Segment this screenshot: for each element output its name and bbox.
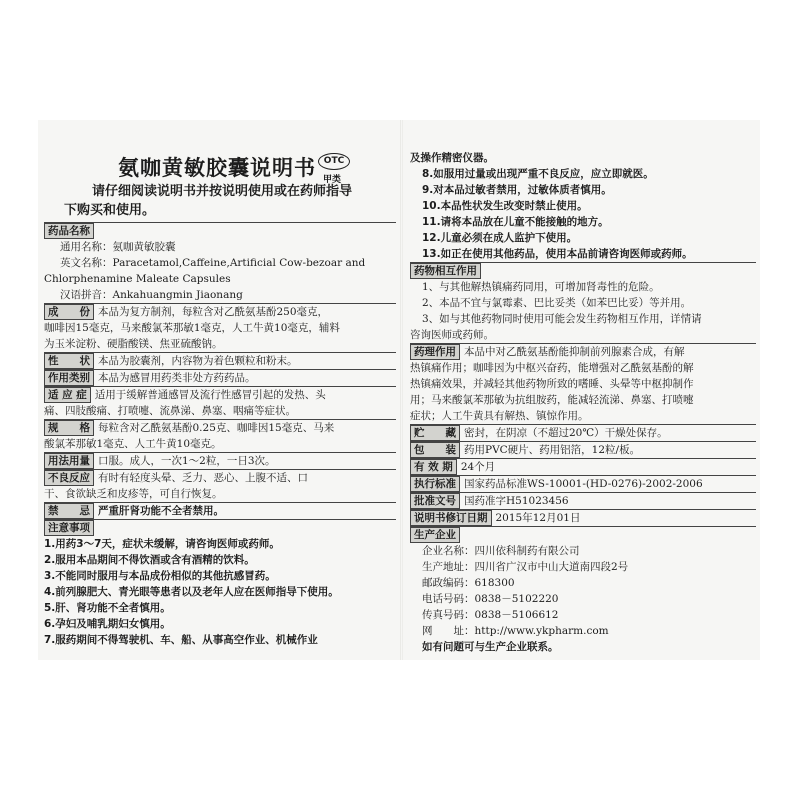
website-value: http://www.ykpharm.com	[474, 625, 609, 637]
usage-notice-line1: 请仔细阅读说明书并按说明使用或在药师指导	[92, 184, 353, 199]
interaction-line1: 1、与其他解热镇痛药同用，可增加肾毒性的危险。	[422, 281, 660, 293]
adverse-line2: 干、食欲缺乏和皮疹等，可自行恢复。	[44, 488, 223, 500]
section-header-contraindication: 禁 忌	[44, 503, 94, 519]
section-header-usage: 用法用量	[44, 453, 94, 469]
address-label: 生产地址：	[422, 561, 475, 573]
section-header-standard: 执行标准	[410, 476, 460, 492]
caution-item-6: 6.孕妇及哺乳期妇女慎用。	[44, 618, 171, 630]
phone-label: 电话号码：	[422, 593, 475, 605]
revision-line1: 2015年12月01日	[495, 512, 581, 524]
english-name-line2: Chlorphenamine Maleate Capsules	[44, 273, 231, 285]
otc-badge: OTC	[318, 153, 350, 170]
caution-item-2: 2.服用本品期间不得饮酒或含有酒精的饮料。	[44, 554, 255, 566]
contact-note: 如有问题可与生产企业联系。	[422, 641, 559, 653]
validity-line1: 24个月	[460, 461, 496, 473]
company-value: 四川依科制药有限公司	[474, 545, 580, 557]
pharmacology-line3: 热镇痛效果，并减轻其他药物所致的嗜睡、头晕等中枢抑制作	[410, 378, 694, 390]
section-header-manufacturer: 生产企业	[410, 527, 460, 543]
usage-notice-line2: 下购买和使用。	[64, 203, 156, 218]
storage-line1: 密封，在阴凉（不超过20℃）干燥处保存。	[464, 427, 668, 439]
usage-notice	[64, 182, 394, 220]
caution-item-5: 5.肝、肾功能不全者慎用。	[44, 602, 171, 614]
caution-item-3: 3.不能同时服用与本品成份相似的其他抗感冒药。	[44, 570, 276, 582]
composition-line3: 为玉米淀粉、硬脂酸镁、焦亚硫酸钠。	[44, 338, 223, 350]
right-column	[410, 150, 756, 655]
interaction-line4: 咨询医师或药师。	[410, 329, 494, 341]
company-label: 企业名称：	[422, 545, 475, 557]
section-header-caution: 注意事项	[44, 520, 94, 536]
approval-line1: 国药准字H51023456	[464, 495, 569, 507]
section-header-pharmacology: 药理作用	[410, 344, 460, 360]
section-header-package: 包 装	[410, 442, 460, 458]
section-header-validity: 有 效 期	[410, 459, 457, 475]
caution-item-13: 13.如正在使用其他药品，使用本品前请咨询医师或药师。	[422, 248, 693, 260]
package-line1: 药用PVC硬片、药用铝箔，12粒/板。	[464, 444, 641, 456]
interaction-line2: 2、本品不宜与氯霉素、巴比妥类（如苯巴比妥）等并用。	[422, 297, 692, 309]
section-header-composition: 成 份	[44, 304, 94, 320]
caution-item-8: 8.如服用过量或出现严重不良反应，应立即就医。	[422, 168, 654, 180]
english-name-line1: 英文名称：Paracetamol,Caffeine,Artificial Cow-bezoar and	[60, 257, 366, 269]
postcode-value: 618300	[474, 577, 515, 589]
category-line1: 本品为感冒用药类非处方药药品。	[98, 372, 256, 384]
pharmacology-line5: 症状；人工牛黄具有解热、镇惊作用。	[410, 410, 589, 422]
caution-item-12: 12.儿童必须在成人监护下使用。	[422, 232, 578, 244]
composition-line2: 咖啡因15毫克，马来酸氯苯那敏1毫克，人工牛黄10毫克，辅料	[44, 322, 340, 334]
address-value: 四川省广汉市中山大道南四段2号	[474, 561, 629, 573]
indication-line1: 适用于缓解普通感冒及流行性感冒引起的发热、头	[94, 389, 326, 401]
website-label: 网 址：	[422, 625, 475, 637]
section-header-storage: 贮 藏	[410, 425, 460, 441]
phone-value: 0838－5102220	[474, 593, 559, 605]
document-title: 氨咖黄敏胶囊说明书	[118, 156, 316, 180]
generic-name: 通用名称：氨咖黄敏胶囊	[60, 241, 176, 253]
pharmacology-line2: 热镇痛作用；咖啡因为中枢兴奋药，能增强对乙酰氨基酚的解	[410, 362, 694, 374]
spec-line1: 每粒含对乙酰氨基酚0.25克、咖啡因15毫克、马来	[98, 422, 335, 434]
section-header-interaction: 药物相互作用	[410, 263, 481, 279]
spec-line2: 酸氯苯那敏1毫克、人工牛黄10毫克。	[44, 438, 222, 450]
usage-line1: 口服。成人，一次1～2粒，一日3次。	[98, 455, 276, 467]
interaction-line3: 3、如与其他药物同时使用可能会发生药物相互作用，详情请	[422, 313, 702, 325]
caution-item-7: 7.服药期间不得驾驶机、车、船、从事高空作业、机械作业	[44, 634, 318, 646]
fax-label: 传真号码：	[422, 609, 475, 621]
caution-continued: 及操作精密仪器。	[410, 152, 494, 164]
pharmacology-line1: 本品中对乙酰氨基酚能抑制前列腺素合成，有解	[464, 346, 685, 358]
character-line1: 本品为胶囊剂，内容物为着色颗粒和粉末。	[98, 355, 298, 367]
indication-line2: 痛、四肢酸痛、打喷嚏、流鼻涕、鼻塞、咽痛等症状。	[44, 405, 296, 417]
caution-item-11: 11.请将本品放在儿童不能接触的地方。	[422, 216, 609, 228]
section-header-approval: 批准文号	[410, 493, 460, 509]
page-fold	[400, 120, 403, 660]
caution-item-1: 1.用药3～7天，症状未缓解，请咨询医师或药师。	[44, 538, 280, 550]
adverse-line1: 有时有轻度头晕、乏力、恶心、上腹不适、口	[98, 472, 308, 484]
section-header-spec: 规 格	[44, 420, 94, 436]
pharmacology-line4: 用；马来酸氯苯那敏为抗组胺药，能减轻流涕、鼻塞、打喷嚏	[410, 394, 694, 406]
caution-item-10: 10.本品性状发生改变时禁止使用。	[422, 200, 588, 212]
caution-item-9: 9.对本品过敏者禁用，过敏体质者慎用。	[422, 184, 612, 196]
pinyin-name: 汉语拼音：Ankahuangmin Jiaonang	[60, 289, 243, 301]
section-header-revision: 说明书修订日期	[410, 510, 492, 526]
caution-item-4: 4.前列腺肥大、青光眼等患者以及老年人应在医师指导下使用。	[44, 586, 339, 598]
section-header-category: 作用类别	[44, 370, 94, 386]
composition-line1: 本品为复方制剂，每粒含对乙酰氨基酚250毫克，	[98, 306, 329, 318]
postcode-label: 邮政编码：	[422, 577, 475, 589]
section-header-adverse: 不良反应	[44, 470, 94, 486]
fax-value: 0838－5106612	[474, 609, 559, 621]
standard-line1: 国家药品标准WS-10001-(HD-0276)-2002-2006	[464, 478, 703, 490]
section-header-indication: 适 应 症	[44, 387, 91, 403]
otc-class-label: 甲类	[323, 175, 342, 185]
contraindication-line1: 严重肝肾功能不全者禁用。	[98, 505, 224, 517]
section-header-drug-name: 药品名称	[44, 223, 94, 239]
section-header-character: 性 状	[44, 353, 94, 369]
left-column	[44, 222, 396, 648]
